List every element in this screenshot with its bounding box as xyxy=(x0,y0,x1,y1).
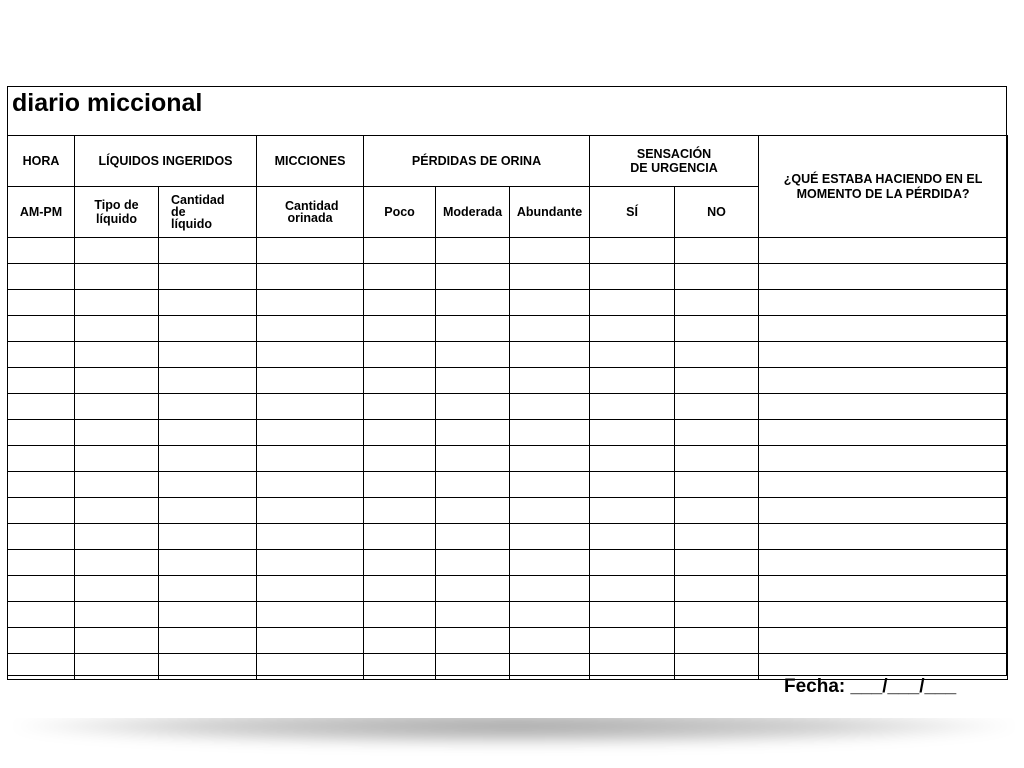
table-cell[interactable] xyxy=(759,576,1008,602)
table-cell[interactable] xyxy=(364,498,436,524)
table-cell[interactable] xyxy=(759,316,1008,342)
table-cell[interactable] xyxy=(675,342,759,368)
table-cell[interactable] xyxy=(75,524,159,550)
table-cell[interactable] xyxy=(364,394,436,420)
table-cell[interactable] xyxy=(75,316,159,342)
table-cell[interactable] xyxy=(257,264,364,290)
table-cell[interactable] xyxy=(159,654,257,680)
table-cell[interactable] xyxy=(510,472,590,498)
table-cell[interactable] xyxy=(590,420,675,446)
table-cell[interactable] xyxy=(364,290,436,316)
table-cell[interactable] xyxy=(8,472,75,498)
table-cell[interactable] xyxy=(510,602,590,628)
table-cell[interactable] xyxy=(510,524,590,550)
table-cell[interactable] xyxy=(364,368,436,394)
table-cell[interactable] xyxy=(759,498,1008,524)
table-cell[interactable] xyxy=(436,576,510,602)
table-cell[interactable] xyxy=(257,446,364,472)
table-cell[interactable] xyxy=(510,290,590,316)
table-cell[interactable] xyxy=(436,654,510,680)
table-cell[interactable] xyxy=(510,576,590,602)
table-row xyxy=(8,264,1008,290)
header-hora: HORA xyxy=(8,136,75,187)
table-cell[interactable] xyxy=(436,342,510,368)
table-cell[interactable] xyxy=(436,628,510,654)
table-cell[interactable] xyxy=(159,238,257,264)
table-cell[interactable] xyxy=(8,316,75,342)
table-cell[interactable] xyxy=(759,394,1008,420)
table-cell[interactable] xyxy=(675,628,759,654)
table-cell[interactable] xyxy=(436,550,510,576)
table-cell[interactable] xyxy=(759,264,1008,290)
table-cell[interactable] xyxy=(590,290,675,316)
table-cell[interactable] xyxy=(159,316,257,342)
table-cell[interactable] xyxy=(75,550,159,576)
table-cell[interactable] xyxy=(75,628,159,654)
table-cell[interactable] xyxy=(257,238,364,264)
table-cell[interactable] xyxy=(159,446,257,472)
diary-table xyxy=(7,135,1008,680)
table-cell[interactable] xyxy=(364,316,436,342)
table-cell[interactable] xyxy=(759,550,1008,576)
table-cell[interactable] xyxy=(759,472,1008,498)
table-cell[interactable] xyxy=(590,238,675,264)
table-cell[interactable] xyxy=(8,628,75,654)
table-cell[interactable] xyxy=(257,602,364,628)
table-row xyxy=(8,498,1008,524)
table-row xyxy=(8,628,1008,654)
table-cell[interactable] xyxy=(675,316,759,342)
table-cell[interactable] xyxy=(364,628,436,654)
table-row xyxy=(8,290,1008,316)
table-cell[interactable] xyxy=(759,238,1008,264)
table-cell[interactable] xyxy=(759,342,1008,368)
table-row xyxy=(8,238,1008,264)
table-cell[interactable] xyxy=(75,602,159,628)
table-cell[interactable] xyxy=(8,602,75,628)
table-cell[interactable] xyxy=(75,394,159,420)
table-cell[interactable] xyxy=(364,602,436,628)
table-cell[interactable] xyxy=(257,368,364,394)
table-cell[interactable] xyxy=(510,498,590,524)
table-cell[interactable] xyxy=(510,316,590,342)
subheader-si: SÍ xyxy=(590,187,675,238)
table-cell[interactable] xyxy=(8,394,75,420)
table-cell[interactable] xyxy=(510,394,590,420)
table-cell[interactable] xyxy=(675,420,759,446)
table-cell[interactable] xyxy=(8,290,75,316)
table-cell[interactable] xyxy=(759,368,1008,394)
table-cell[interactable] xyxy=(257,576,364,602)
table-cell[interactable] xyxy=(75,654,159,680)
table-cell[interactable] xyxy=(257,420,364,446)
table-cell[interactable] xyxy=(590,654,675,680)
table-cell[interactable] xyxy=(759,446,1008,472)
table-cell[interactable] xyxy=(8,342,75,368)
table-cell[interactable] xyxy=(257,654,364,680)
table-cell[interactable] xyxy=(436,472,510,498)
table-cell[interactable] xyxy=(675,524,759,550)
table-cell[interactable] xyxy=(759,628,1008,654)
table-cell[interactable] xyxy=(159,342,257,368)
table-cell[interactable] xyxy=(436,368,510,394)
table-cell[interactable] xyxy=(436,316,510,342)
table-cell[interactable] xyxy=(436,238,510,264)
table-cell[interactable] xyxy=(159,394,257,420)
table-cell[interactable] xyxy=(510,550,590,576)
table-cell[interactable] xyxy=(257,628,364,654)
table-cell[interactable] xyxy=(436,420,510,446)
table-row xyxy=(8,576,1008,602)
table-cell[interactable] xyxy=(675,602,759,628)
table-cell[interactable] xyxy=(590,446,675,472)
table-cell[interactable] xyxy=(159,576,257,602)
table-row xyxy=(8,420,1008,446)
table-cell[interactable] xyxy=(590,550,675,576)
table-row xyxy=(8,342,1008,368)
table-cell[interactable] xyxy=(75,472,159,498)
table-cell[interactable] xyxy=(257,498,364,524)
table-cell[interactable] xyxy=(510,264,590,290)
table-cell[interactable] xyxy=(257,316,364,342)
table-row xyxy=(8,602,1008,628)
table-cell[interactable] xyxy=(436,394,510,420)
table-cell[interactable] xyxy=(590,576,675,602)
header-perdidas: PÉRDIDAS DE ORINA xyxy=(364,136,590,187)
table-cell[interactable] xyxy=(590,602,675,628)
header-actividad: ¿QUÉ ESTABA HACIENDO EN EL MOMENTO DE LA PÉRDIDA? xyxy=(759,136,1008,238)
table-row xyxy=(8,394,1008,420)
table-cell[interactable] xyxy=(159,524,257,550)
table-cell[interactable] xyxy=(257,472,364,498)
table-row xyxy=(8,446,1008,472)
table-cell[interactable] xyxy=(759,420,1008,446)
table-cell[interactable] xyxy=(675,238,759,264)
table-cell[interactable] xyxy=(8,238,75,264)
table-cell[interactable] xyxy=(364,446,436,472)
table-cell[interactable] xyxy=(510,420,590,446)
table-cell[interactable] xyxy=(75,238,159,264)
table-cell[interactable] xyxy=(75,290,159,316)
table-row xyxy=(8,472,1008,498)
subheader-tipo: Tipo de líquido xyxy=(75,187,159,238)
table-cell[interactable] xyxy=(675,498,759,524)
table-cell[interactable] xyxy=(364,264,436,290)
table-cell[interactable] xyxy=(436,446,510,472)
table-cell[interactable] xyxy=(675,472,759,498)
table-cell[interactable] xyxy=(364,472,436,498)
table-cell[interactable] xyxy=(257,290,364,316)
table-cell[interactable] xyxy=(675,654,759,680)
table-cell[interactable] xyxy=(159,472,257,498)
table-cell[interactable] xyxy=(75,498,159,524)
table-cell[interactable] xyxy=(364,576,436,602)
table-cell[interactable] xyxy=(75,576,159,602)
table-cell[interactable] xyxy=(436,524,510,550)
table-cell[interactable] xyxy=(510,628,590,654)
table-cell[interactable] xyxy=(364,420,436,446)
subheader-no: NO xyxy=(675,187,759,238)
table-cell[interactable] xyxy=(8,550,75,576)
table-cell[interactable] xyxy=(364,654,436,680)
table-cell[interactable] xyxy=(8,368,75,394)
table-cell[interactable] xyxy=(159,550,257,576)
table-cell[interactable] xyxy=(510,342,590,368)
subheader-cantidad-liquido: Cantidad de líquido xyxy=(159,187,257,238)
table-cell[interactable] xyxy=(8,264,75,290)
table-cell[interactable] xyxy=(510,368,590,394)
subheader-cantidad-orinada: Cantidad orinada xyxy=(257,187,364,238)
table-cell[interactable] xyxy=(364,342,436,368)
table-cell[interactable] xyxy=(364,524,436,550)
table-cell[interactable] xyxy=(590,368,675,394)
header-liquidos: LÍQUIDOS INGERIDOS xyxy=(75,136,257,187)
table-cell[interactable] xyxy=(8,654,75,680)
table-cell[interactable] xyxy=(675,368,759,394)
table-cell[interactable] xyxy=(75,264,159,290)
subheader-poco: Poco xyxy=(364,187,436,238)
table-cell[interactable] xyxy=(759,524,1008,550)
header-micciones: MICCIONES xyxy=(257,136,364,187)
table-cell[interactable] xyxy=(675,290,759,316)
table-cell[interactable] xyxy=(436,264,510,290)
table-cell[interactable] xyxy=(159,368,257,394)
table-cell[interactable] xyxy=(510,238,590,264)
table-cell[interactable] xyxy=(75,368,159,394)
subheader-abundante: Abundante xyxy=(510,187,590,238)
subheader-ampm: AM-PM xyxy=(8,187,75,238)
table-cell[interactable] xyxy=(8,576,75,602)
subheader-moderada: Moderada xyxy=(436,187,510,238)
table-cell[interactable] xyxy=(159,602,257,628)
table-cell[interactable] xyxy=(759,290,1008,316)
table-cell[interactable] xyxy=(159,628,257,654)
table-cell[interactable] xyxy=(436,602,510,628)
table-cell[interactable] xyxy=(159,420,257,446)
table-cell[interactable] xyxy=(510,654,590,680)
table-row xyxy=(8,368,1008,394)
table-row xyxy=(8,550,1008,576)
table-cell[interactable] xyxy=(8,446,75,472)
table-cell[interactable] xyxy=(159,498,257,524)
table-cell[interactable] xyxy=(590,264,675,290)
header-urgencia: SENSACIÓN DE URGENCIA xyxy=(590,136,759,187)
table-cell[interactable] xyxy=(590,628,675,654)
table-cell[interactable] xyxy=(590,472,675,498)
table-cell[interactable] xyxy=(75,342,159,368)
table-cell[interactable] xyxy=(675,576,759,602)
table-cell[interactable] xyxy=(675,446,759,472)
table-cell[interactable] xyxy=(75,446,159,472)
table-cell[interactable] xyxy=(364,238,436,264)
table-cell[interactable] xyxy=(759,602,1008,628)
table-cell[interactable] xyxy=(590,498,675,524)
table-cell[interactable] xyxy=(257,550,364,576)
table-cell[interactable] xyxy=(675,264,759,290)
page-title: diario miccional xyxy=(12,89,203,117)
table-row xyxy=(8,316,1008,342)
table-cell[interactable] xyxy=(590,394,675,420)
table-cell[interactable] xyxy=(257,394,364,420)
table-cell[interactable] xyxy=(8,498,75,524)
fecha-field: Fecha: ___/___/___ xyxy=(784,676,957,697)
table-cell[interactable] xyxy=(75,420,159,446)
entry-rows xyxy=(8,238,1008,680)
table-cell[interactable] xyxy=(510,446,590,472)
table-cell[interactable] xyxy=(590,316,675,342)
table-cell[interactable] xyxy=(364,550,436,576)
table-cell[interactable] xyxy=(159,290,257,316)
table-cell[interactable] xyxy=(8,524,75,550)
table-cell[interactable] xyxy=(159,264,257,290)
table-cell[interactable] xyxy=(8,420,75,446)
table-cell[interactable] xyxy=(436,498,510,524)
table-cell[interactable] xyxy=(436,290,510,316)
table-cell[interactable] xyxy=(590,524,675,550)
table-cell[interactable] xyxy=(590,342,675,368)
table-cell[interactable] xyxy=(257,524,364,550)
table-row xyxy=(8,524,1008,550)
table-cell[interactable] xyxy=(257,342,364,368)
table-cell[interactable] xyxy=(675,394,759,420)
table-cell[interactable] xyxy=(675,550,759,576)
